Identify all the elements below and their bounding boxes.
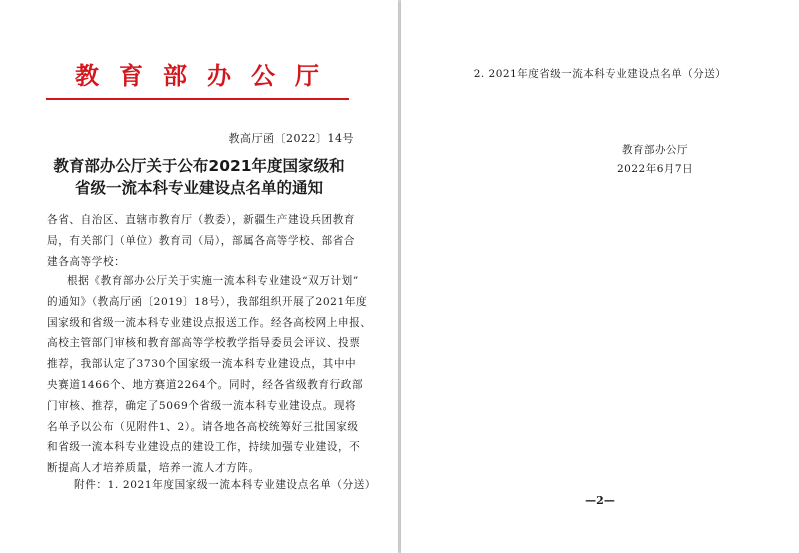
addressee-line: 局，有关部门（单位）教育司（局），部属各高等学校、部省合 — [47, 234, 356, 247]
attachment-text: 附件：1. 2021年度国家级一流本科专业建设点名单（分送） — [74, 479, 377, 491]
addressee-line: 建各高等学校： — [47, 255, 126, 268]
paragraph-line: 高校主管部门审核和教育部高等学校教学指导委员会评议、投票 — [47, 337, 361, 350]
attachment-2-heading: 2. 2021年度省级一流本科专业建设点名单（分送） — [473, 68, 727, 80]
paragraph-line: 推荐，我部认定了3730个国家级一流本科专业建设点，其中中 — [47, 358, 357, 371]
document-title-line: 教育部办公厅关于公布2021年度国家级和 — [53, 157, 345, 175]
document-number: 教高厅函〔2022〕14号 — [228, 132, 354, 145]
attachment-line — [74, 475, 382, 496]
signature-block — [617, 141, 693, 179]
issuer-name: 教育部办公厅 — [622, 144, 689, 156]
body-paragraph — [47, 271, 372, 479]
paragraph-line: 的通知》（教高厅函〔2019〕18号），我部组织开展了2021年度 — [47, 295, 368, 308]
paragraph-line: 根据《教育部办公厅关于实施一流本科专业建设“双万计划” — [67, 275, 359, 287]
issue-date: 2022年6月7日 — [617, 163, 694, 175]
paragraph-line: 央赛道1466个、地方赛道2264个。同时，经各省级教育行政部 — [47, 378, 364, 391]
paragraph-line: 断提高人才培养质量，培养一流人才方阵。 — [47, 462, 260, 475]
document-title — [40, 155, 358, 199]
paragraph-line: 门审核、推荐，确定了5069个省级一流本科专业建设点。现将 — [47, 399, 357, 412]
masthead-title: 教育部办公厅 — [75, 61, 339, 90]
page-number: —2— — [585, 494, 615, 507]
paragraph-line: 国家级和省级一流本科专业建设点报送工作。经各高校网上申报、 — [47, 316, 372, 329]
addressee-block — [47, 210, 355, 272]
addressee-line: 各省、自治区、直辖市教育厅（教委），新疆生产建设兵团教育 — [47, 214, 356, 226]
document-page-right — [401, 0, 799, 553]
document-page-left — [0, 0, 398, 553]
document-title-line: 省级一流本科专业建设点名单的通知 — [74, 179, 323, 197]
paragraph-line: 名单予以公布（见附件1、2）。请各地各高校统筹好三批国家级 — [47, 420, 359, 433]
masthead-red-rule — [46, 98, 349, 100]
paragraph-line: 和省级一流本科专业建设点的建设工作，持续加强专业建设，不 — [47, 441, 361, 454]
